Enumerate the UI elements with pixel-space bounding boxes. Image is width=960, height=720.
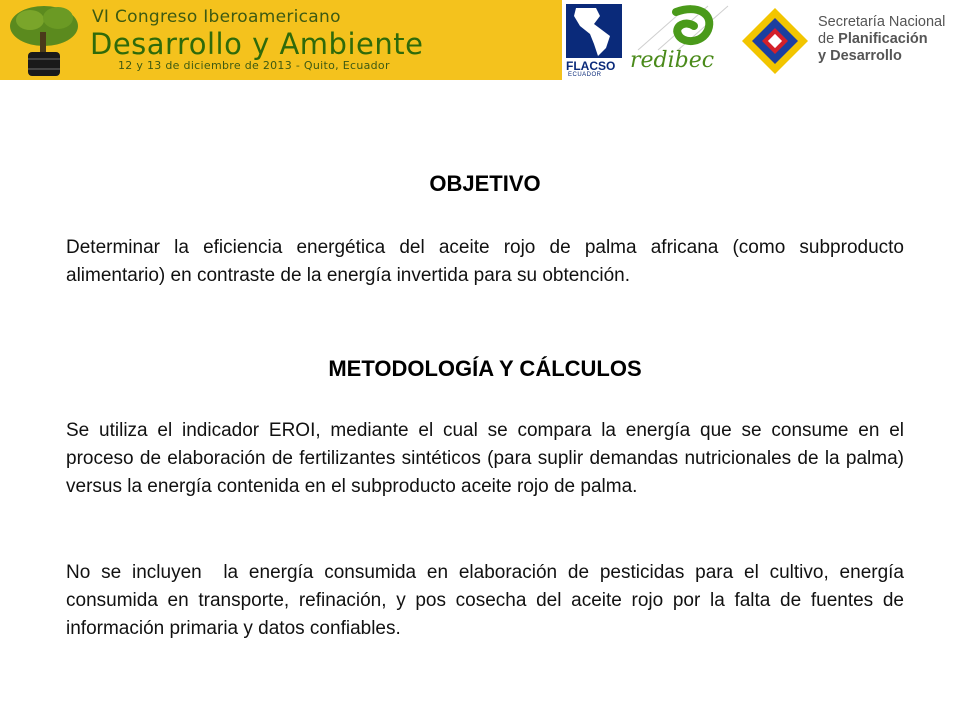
redibec-logo xyxy=(628,4,734,76)
redibec-name: redibec xyxy=(630,48,715,73)
banner-line-1: VI Congreso Iberoamericano xyxy=(92,7,341,27)
congress-banner xyxy=(0,0,562,80)
flacso-name: FLACSO xyxy=(566,59,616,73)
americas-map-icon xyxy=(566,4,622,58)
metodologia-heading: METODOLOGÍA Y CÁLCULOS xyxy=(328,356,642,381)
objetivo-heading: OBJETIVO xyxy=(429,171,541,196)
metodologia-paragraph-1: Se utiliza el indicador EROI, mediante el cual se compara la energía que se consume en el proceso de elaboración de fertilizantes sintéticos (para suplir demandas nutricionales de la palma) versus la energía contenida en el subproducto aceite rojo de palma. xyxy=(66,420,904,497)
senplades-name xyxy=(818,14,958,65)
senplades-line-2-prefix: de xyxy=(818,31,839,47)
flacso-logo xyxy=(566,4,622,76)
header xyxy=(0,0,960,80)
metodologia-paragraph-2: No se incluyen la energía consumida en elaboración de pesticidas para el cultivo, energía consumida en transporte, refinación, y pos cosecha del aceite rojo por la falta de fuentes de información primaria y datos confiables. xyxy=(66,562,910,639)
banner-title: Desarrollo y Ambiente xyxy=(90,27,424,61)
banner-date: 12 y 13 de diciembre de 2013 - Quito, Ecuador xyxy=(118,59,390,72)
objetivo-paragraph: Determinar la eficiencia energética del aceite rojo de palma africana (como subproducto alimentario) en contraste de la energía invertida para su obtención. xyxy=(66,237,904,286)
tree-on-barrel-logo xyxy=(4,2,84,78)
redibec-leaf-icon xyxy=(628,4,734,52)
senplades-emblem-icon xyxy=(740,6,810,76)
senplades-line-2-bold: Planificación xyxy=(838,31,928,47)
senplades-line-1: Secretaría Nacional xyxy=(818,14,946,30)
flacso-sub: ECUADOR xyxy=(568,72,602,78)
senplades-line-2 xyxy=(818,31,958,48)
senplades-line-3: y Desarrollo xyxy=(818,48,902,64)
